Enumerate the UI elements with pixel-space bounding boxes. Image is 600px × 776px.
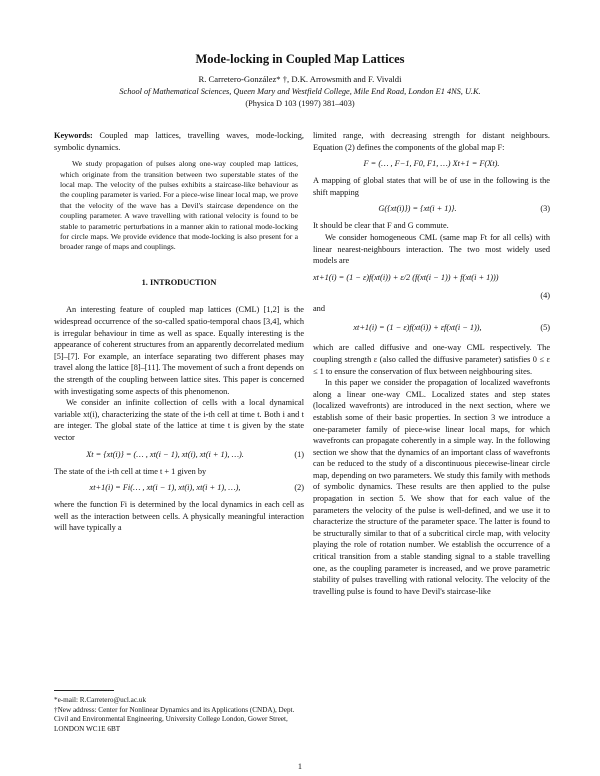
equation-5-body: xt+1(i) = (1 − ε)f(xt(i)) + εf(xt(i − 1)), bbox=[353, 323, 482, 333]
equation-3-body: G({xt(i)}) = {xt(i + 1)}. bbox=[378, 204, 457, 214]
footnote-rule bbox=[54, 690, 114, 691]
paragraph-and: and bbox=[313, 303, 325, 313]
equation-2-body: xt+1(i) = Fi(… , xt(i − 1), xt(i), xt(i + 1), …), bbox=[89, 483, 241, 493]
equation-4-number: (4) bbox=[540, 290, 550, 300]
right-column bbox=[313, 130, 550, 597]
equation-3 bbox=[313, 198, 550, 220]
keywords bbox=[54, 130, 304, 153]
paragraph: A mapping of global states that will be of use in the following is the shift mapping bbox=[313, 176, 550, 197]
equation-5-number: (5) bbox=[540, 323, 550, 333]
left-column bbox=[54, 130, 304, 534]
equation-1 bbox=[54, 444, 304, 466]
affiliation: School of Mathematical Sciences, Queen Mary and Westfield College, Mile End Road, London E1 4NS, U.K. bbox=[119, 87, 481, 96]
equation-3-number: (3) bbox=[540, 204, 550, 214]
journal-reference: (Physica D 103 (1997) 381–403) bbox=[245, 99, 355, 108]
paper-title: Mode-locking in Coupled Map Lattices bbox=[195, 52, 405, 66]
section-heading-introduction: 1. INTRODUCTION bbox=[141, 277, 217, 287]
equation-global-map-body: F = (… , F−1, F0, F1, …) Xt+1 = F(Xt). bbox=[363, 159, 500, 169]
paragraph: We consider an infinite collection of cells with a local dynamical variable xt(i), characterizing the state of the i-th cell at time t. Both i and t are integer. The global state of the lattice at time t is given by the state vector bbox=[54, 398, 304, 442]
paragraph: The state of the i-th cell at time t + 1 given by bbox=[54, 466, 207, 476]
paragraph: limited range, with decreasing strength for distant neighbours. Equation (2) defines the components of the global map F: bbox=[313, 131, 550, 152]
paragraph: which are called diffusive and one-way CML respectively. The coupling strength ε (also called the diffusive parameter) satisfies 0 ≤ ε ≤ 1 to ensure the conservation of flux between neighbouring sites. bbox=[313, 343, 550, 376]
keywords-text: Coupled map lattices, travelling waves, mode-locking, symbolic dynamics. bbox=[54, 131, 304, 152]
paragraph: where the function Fi is determined by the local dynamics in each cell as well as the interaction between cells. A physically meaningful interaction will have typically a bbox=[54, 500, 304, 533]
keywords-label: Keywords: bbox=[54, 131, 93, 140]
page-number: 1 bbox=[297, 762, 303, 771]
authors: R. Carretero-González* †, D.K. Arrowsmith and F. Vivaldi bbox=[198, 74, 402, 84]
footnote-address: †New address: Center for Nonlinear Dynamics and its Applications (CNDA), Dept. Civil and Environmental Engineering, University College London, Gower Street, LONDON WC1E 6BT bbox=[54, 705, 295, 733]
equation-1-number: (1) bbox=[294, 449, 304, 459]
equation-1-body: Xt = {xt(i)} = (… , xt(i − 1), xt(i), xt(i + 1), …). bbox=[86, 449, 244, 459]
equation-4-number-row bbox=[313, 289, 550, 303]
paragraph: We consider homogeneous CML (same map Ft for all cells) with linear nearest-neighbours interaction. The two most widely used models are bbox=[313, 232, 550, 266]
footnotes bbox=[54, 690, 304, 734]
equation-2-number: (2) bbox=[294, 483, 304, 493]
equation-5 bbox=[313, 314, 550, 342]
equation-global-map bbox=[313, 153, 550, 175]
paragraph: It should be clear that F and G commute. bbox=[313, 221, 449, 231]
footnote-email: *e-mail: R.Carretero@ucl.ac.uk bbox=[54, 696, 147, 704]
equation-4-body: xt+1(i) = (1 − ε)f(xt(i)) + ε/2 (f(xt(i − 1)) + f(xt(i + 1))) bbox=[313, 272, 499, 282]
paragraph: An interesting feature of coupled map lattices (CML) [1,2] is the widespread occurrence of the so-called spatio-temporal chaos [3,4], which is irregular behaviour in time as well as space. Equally interesting is the appearance of coherent structures from an apparently decorrelated medium [5]–[7]. For example, an interface separating two different phases may travel along the lattice [8]–[11]. The movement of such a front depends on the strength of the coupling between lattice sites. This paper is concerned with investigating some aspects of this phenomenon. bbox=[54, 305, 304, 396]
equation-4 bbox=[313, 267, 550, 289]
abstract: We study propagation of pulses along one-way coupled map lattices, which originate from the transition between two superstable states of the local map. The velocity of the pulses exhibits a staircase-like behaviour as the coupling parameter is varied. For a piece-wise linear local map, we prove that the velocity of the wave has a Devil's staircase dependence on the coupling parameter. A wave travelling with rational velocity is found to be stable to parametric perturbations in a manner akin to rational mode-locking for circle maps. We provide evidence that mode-locking is also present for a broader range of maps and couplings. bbox=[60, 159, 298, 252]
equation-2 bbox=[54, 477, 304, 499]
paragraph: In this paper we consider the propagation of localized wavefronts along a linear one-way CML. Localized states and step states (localized wavefronts) are introduced in the next section, where we establish some of their basic properties. In section 3 we introduce a one-parameter family of piece-wise linear local maps, for which wavefronts can propagate coherently in a simple way. In the following section we show that the dynamics of an important class of wavefronts can be reduced to the study of a discontinuous piecewise-linear circle map, depending on two parameters. We study this family with methods of symbolic dynamics. These results are then applied to the pulse propagation in section 5. We show that for each value of the parameters the velocity of the pulse is well-defined, and we use it to characterize the structure of the parameter space. The latter is found to be structurally similar to that of a subcritical circle map, with velocity playing the role of rotation number. We establish the occurrence of a critical transition from a stable standing signal to a stable travelling one, as the coupling parameter is increased, and we prove parametric stability of pulses travelling with rational velocity. The velocity of the travelling pulse is found to have Devil's staircase-like bbox=[313, 378, 550, 596]
